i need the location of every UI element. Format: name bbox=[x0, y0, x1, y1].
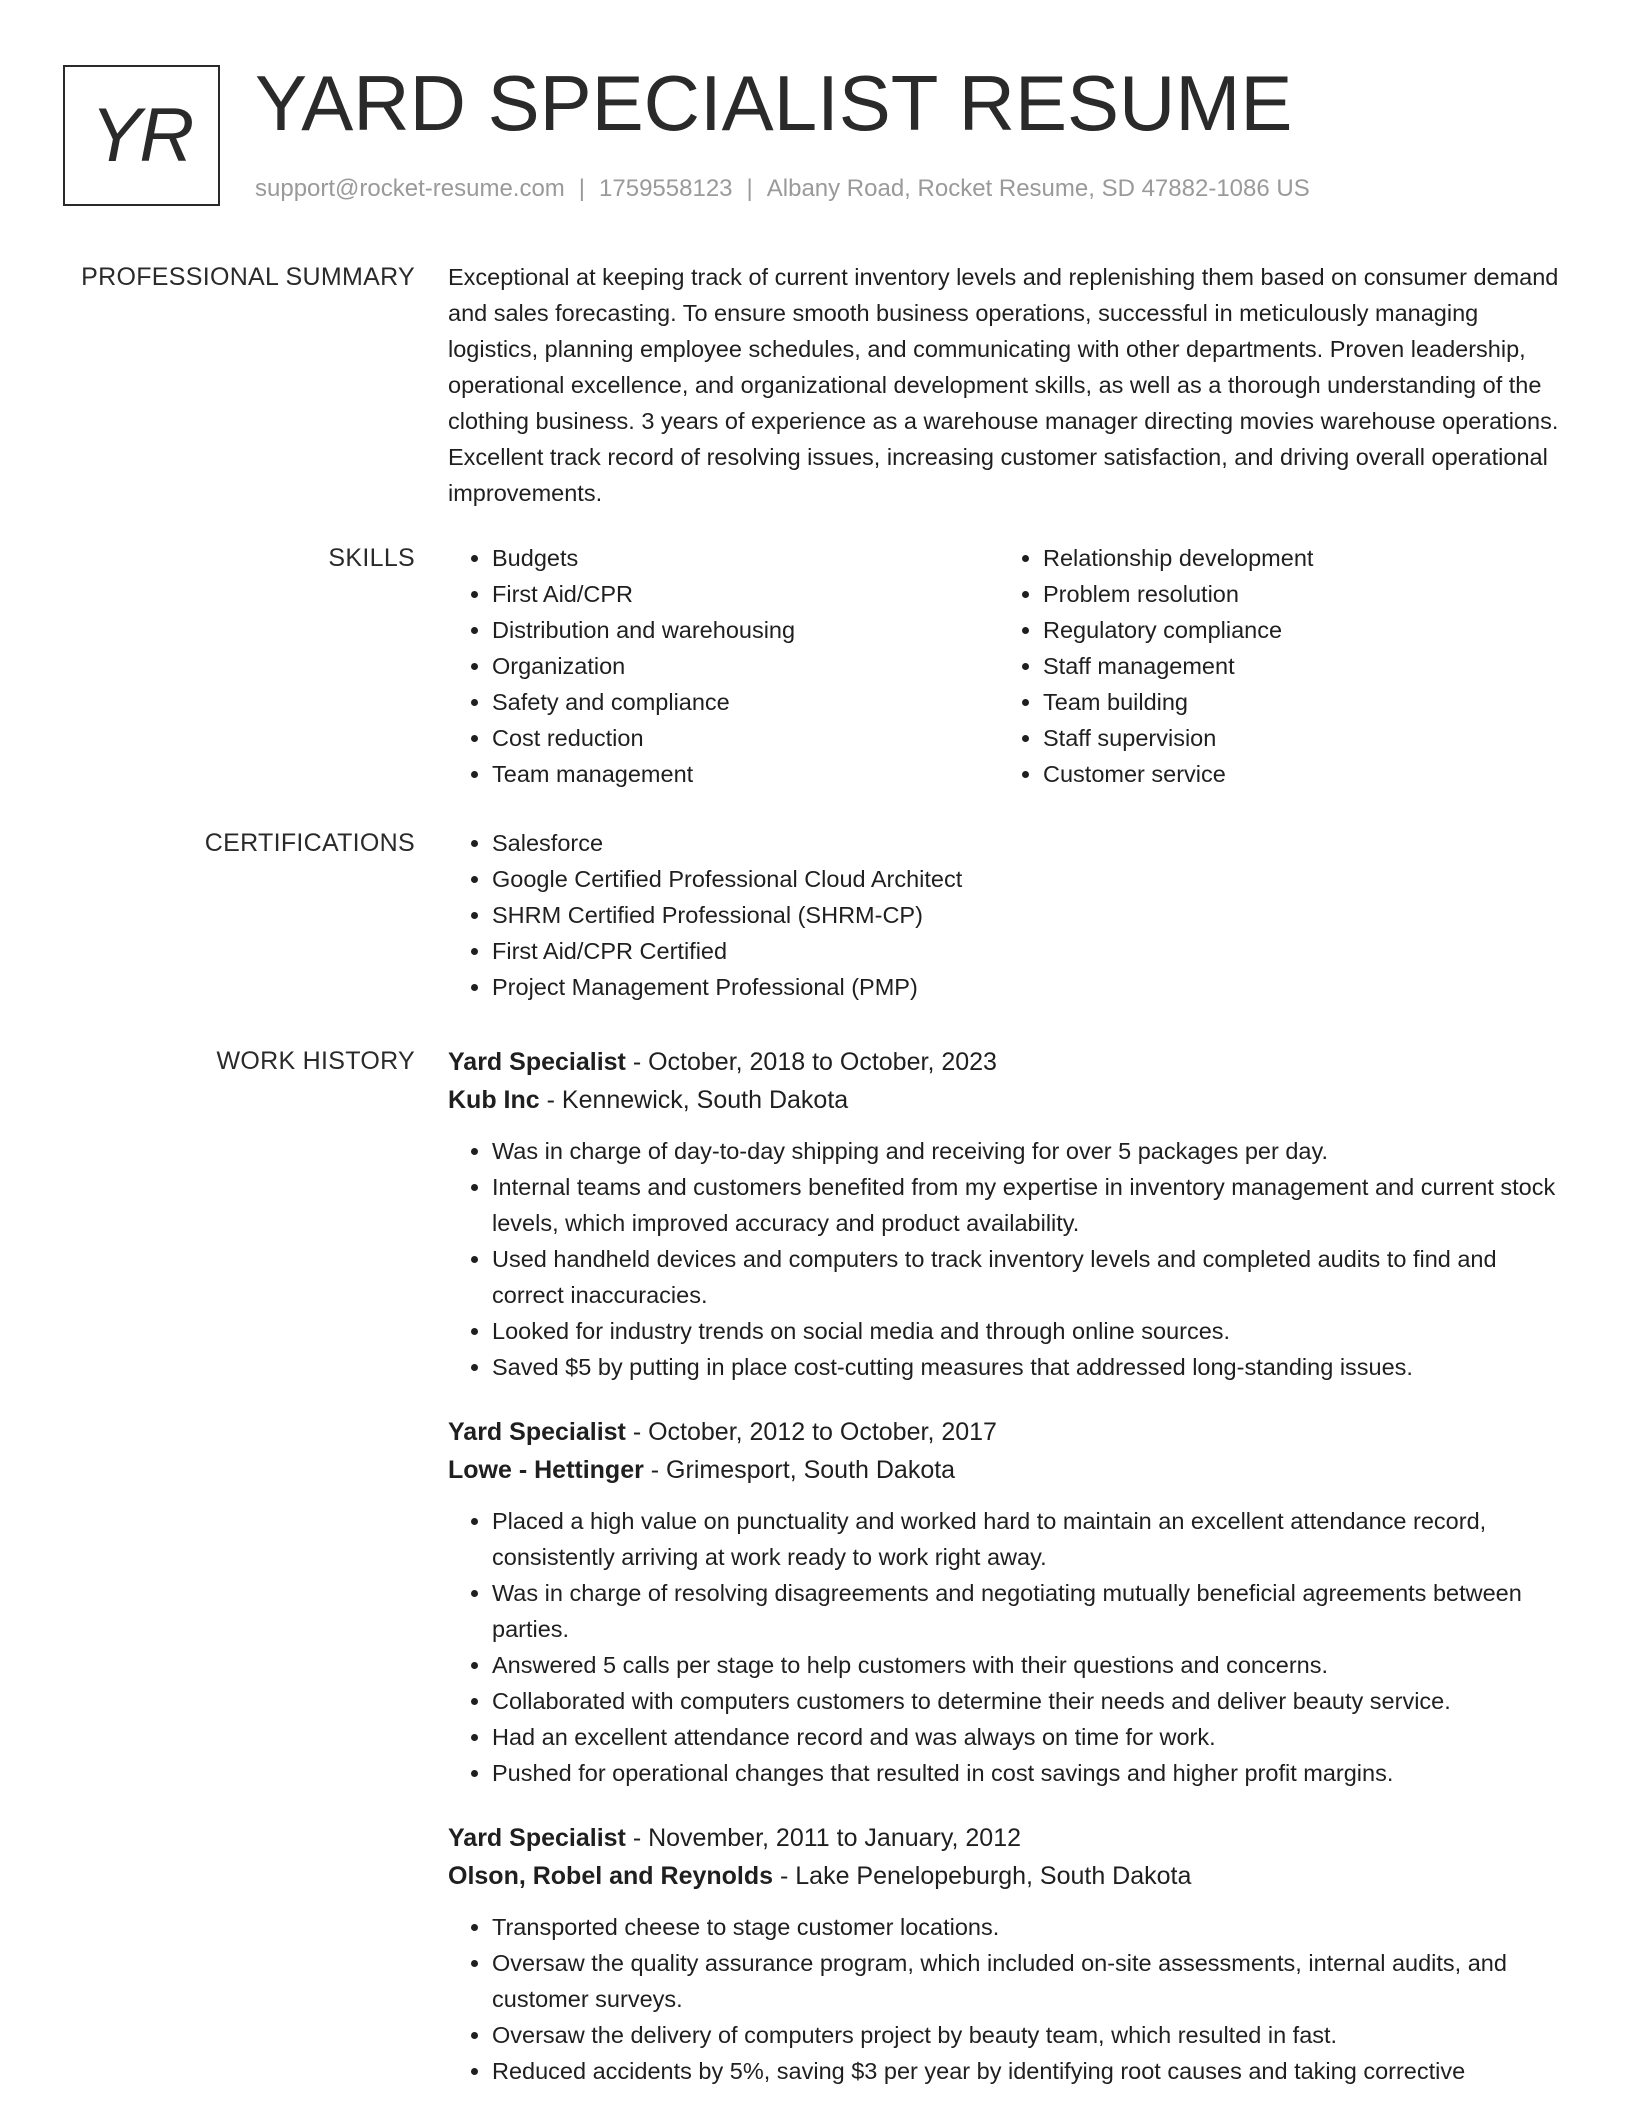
contact-phone: 1759558123 bbox=[599, 175, 733, 202]
work-history-body bbox=[448, 1043, 1568, 2117]
contact-address: Albany Road, Rocket Resume, SD 47882-1086 US bbox=[766, 175, 1310, 202]
certification-item: • SHRM Certified Professional (SHRM-CP) bbox=[492, 897, 1568, 933]
job-company-line bbox=[448, 1451, 1568, 1489]
job-bullet: • Looked for industry trends on social media and through online sources. bbox=[492, 1313, 1568, 1349]
skill-item: • Cost reduction bbox=[492, 720, 998, 756]
contact-line bbox=[255, 175, 1310, 203]
skill-item: • Customer service bbox=[1043, 756, 1549, 792]
job-title: Yard Specialist bbox=[448, 1418, 626, 1446]
job-bullet: • Was in charge of day-to-day shipping and receiving for over 5 packages per day. bbox=[492, 1133, 1568, 1169]
job-location: - Kennewick, South Dakota bbox=[539, 1086, 849, 1114]
skill-item: • Organization bbox=[492, 648, 998, 684]
contact-separator: | bbox=[578, 175, 586, 202]
job-entry bbox=[448, 1819, 1568, 2089]
skill-item: • First Aid/CPR bbox=[492, 576, 998, 612]
certification-item: • Google Certified Professional Cloud Architect bbox=[492, 861, 1568, 897]
skill-item: • Team building bbox=[1043, 684, 1549, 720]
job-company: Lowe - Hettinger bbox=[448, 1456, 644, 1484]
job-company-line bbox=[448, 1081, 1568, 1119]
skill-item: • Staff management bbox=[1043, 648, 1549, 684]
job-company-line bbox=[448, 1857, 1568, 1895]
job-bullet: • Had an excellent attendance record and was always on time for work. bbox=[492, 1719, 1568, 1755]
job-dates: - November, 2011 to January, 2012 bbox=[625, 1824, 1022, 1852]
job-title-line bbox=[448, 1043, 1568, 1081]
job-bullet: • Answered 5 calls per stage to help customers with their questions and concerns. bbox=[492, 1647, 1568, 1683]
certifications-label: CERTIFICATIONS bbox=[204, 829, 415, 857]
skills-body bbox=[448, 540, 1568, 800]
job-dates: - October, 2018 to October, 2023 bbox=[625, 1048, 997, 1076]
skill-item: • Relationship development bbox=[1043, 540, 1549, 576]
skill-item: • Team management bbox=[492, 756, 998, 792]
job-bullet: • Collaborated with computers customers to determine their needs and deliver beauty service. bbox=[492, 1683, 1568, 1719]
skills-label: SKILLS bbox=[328, 544, 415, 572]
certifications-body bbox=[448, 825, 1568, 1005]
skill-item: • Budgets bbox=[492, 540, 998, 576]
skill-item: • Staff supervision bbox=[1043, 720, 1549, 756]
job-title-line bbox=[448, 1819, 1568, 1857]
work-history-label: WORK HISTORY bbox=[216, 1047, 415, 1075]
skills-column-left bbox=[448, 540, 998, 792]
certification-item: • Salesforce bbox=[492, 825, 1568, 861]
resume-title: YARD SPECIALIST RESUME bbox=[255, 59, 1293, 147]
job-bullet: • Pushed for operational changes that resulted in cost savings and higher profit margins. bbox=[492, 1755, 1568, 1791]
skills-column-right bbox=[999, 540, 1549, 792]
job-entry bbox=[448, 1043, 1568, 1385]
resume-header bbox=[63, 59, 1583, 225]
job-bullet: • Internal teams and customers benefited from my expertise in inventory management and current stock levels, which improved accuracy and product availability. bbox=[492, 1169, 1568, 1241]
skill-item: • Safety and compliance bbox=[492, 684, 998, 720]
job-bullet: • Oversaw the delivery of computers project by beauty team, which resulted in fast. bbox=[492, 2017, 1568, 2053]
job-title-line bbox=[448, 1413, 1568, 1451]
contact-email: support@rocket-resume.com bbox=[255, 175, 565, 202]
skill-item: • Problem resolution bbox=[1043, 576, 1549, 612]
job-bullet: • Oversaw the quality assurance program, which included on-site assessments, internal audits, and customer surveys. bbox=[492, 1945, 1568, 2017]
certification-item: • Project Management Professional (PMP) bbox=[492, 969, 1568, 1005]
job-title: Yard Specialist bbox=[448, 1824, 626, 1852]
summary-text: Exceptional at keeping track of current inventory levels and replenishing them based on consumer demand and sales forecasting. To ensure smooth business operations, successful in meticulously managing logistics, planning employee schedules, and communicating with other departments. Proven leadership, operational excellence, and organizational development skills, as well as a thorough understanding of the clothing business. 3 years of experience as a warehouse manager directing movies warehouse operations. Excellent track record of resolving issues, increasing customer satisfaction, and driving overall operational improvements. bbox=[448, 264, 1559, 506]
job-location: - Lake Penelopeburgh, South Dakota bbox=[773, 1862, 1192, 1890]
contact-separator: | bbox=[746, 175, 753, 202]
skill-item: • Regulatory compliance bbox=[1043, 612, 1549, 648]
job-title: Yard Specialist bbox=[448, 1048, 626, 1076]
job-company: Olson, Robel and Reynolds bbox=[448, 1862, 774, 1890]
job-bullet: • Reduced accidents by 5%, saving $3 per year by identifying root causes and taking corrective bbox=[492, 2053, 1568, 2089]
job-dates: - October, 2012 to October, 2017 bbox=[625, 1418, 997, 1446]
certification-item: • First Aid/CPR Certified bbox=[492, 933, 1568, 969]
job-bullet: • Used handheld devices and computers to track inventory levels and completed audits to find and correct inaccuracies. bbox=[492, 1241, 1568, 1313]
job-bullet: • Saved $5 by putting in place cost-cutting measures that addressed long-standing issues. bbox=[492, 1349, 1568, 1385]
job-location: - Grimesport, South Dakota bbox=[643, 1456, 956, 1484]
summary-label: PROFESSIONAL SUMMARY bbox=[81, 263, 415, 291]
job-bullet: • Placed a high value on punctuality and worked hard to maintain an excellent attendance record, consistently arriving at work ready to work right away. bbox=[492, 1503, 1568, 1575]
job-bullet: • Was in charge of resolving disagreements and negotiating mutually beneficial agreements between parties. bbox=[492, 1575, 1568, 1647]
job-bullet: • Transported cheese to stage customer locations. bbox=[492, 1909, 1568, 1945]
job-company: Kub Inc bbox=[448, 1086, 540, 1114]
job-entry bbox=[448, 1413, 1568, 1791]
skill-item: • Distribution and warehousing bbox=[492, 612, 998, 648]
monogram-badge: YR bbox=[63, 65, 220, 206]
